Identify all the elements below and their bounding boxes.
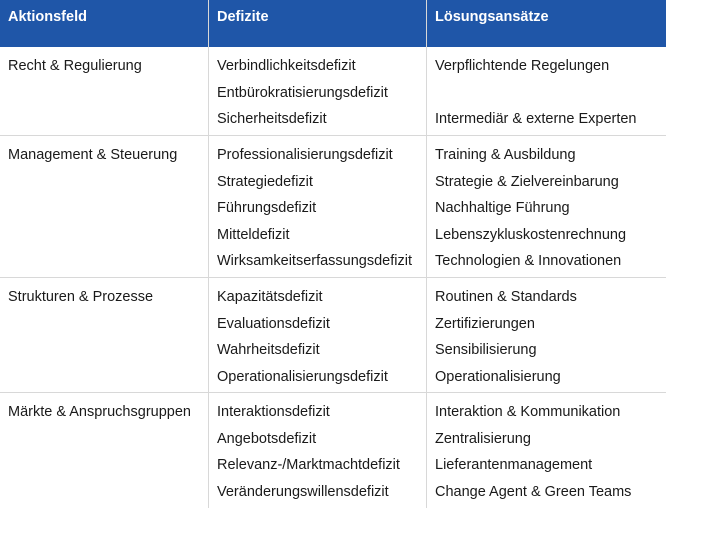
- deficit-item: Verbindlichkeitsdefizit: [217, 58, 356, 74]
- deficit-item: Mitteldefizit: [217, 226, 290, 243]
- header-aktionsfeld: Aktionsfeld: [8, 9, 87, 25]
- deficit-item: Kapazitätsdefizit: [217, 289, 323, 305]
- deficit-item: Operationalisierungsdefizit: [217, 368, 388, 385]
- deficit-item: Führungsdefizit: [217, 200, 317, 216]
- deficit-item: Sicherheitsdefizit: [217, 111, 327, 127]
- header-loesungsansaetze: Lösungsansätze: [426, 0, 666, 47]
- solution-item: Verpflichtende Regelungen: [435, 58, 610, 74]
- deficit-item: Wahrheitsdefizit: [217, 342, 320, 358]
- solution-item: Change Agent & Green Teams: [435, 483, 632, 500]
- deficit-item: Wirksamkeitserfassungsdefizit: [217, 253, 412, 269]
- solution-item: [435, 83, 666, 110]
- aktionsfeld-label: Recht & Regulierung: [8, 58, 142, 74]
- solution-item: Zentralisierung: [435, 430, 531, 447]
- solution-item: Interaktion & Kommunikation: [435, 404, 621, 420]
- deficit-item: Interaktionsdefizit: [217, 404, 330, 420]
- deficit-item: Entbürokratisierungsdefizit: [217, 84, 388, 101]
- deficit-item: Professionalisierungsdefizit: [217, 147, 393, 163]
- header-defizite: Defizite: [208, 0, 426, 47]
- table-group-strukturen: [0, 278, 666, 393]
- deficit-item: Veränderungswillensdefizit: [217, 483, 389, 500]
- solution-item: Nachhaltige Führung: [435, 200, 570, 216]
- solution-item: Zertifizierungen: [435, 315, 535, 332]
- aktionsfeld-label: Management & Steuerung: [8, 147, 178, 163]
- table-header: [0, 0, 666, 47]
- deficit-item: Evaluationsdefizit: [217, 315, 330, 332]
- solution-item: Training & Ausbildung: [435, 147, 576, 163]
- solution-item: Operationalisierung: [435, 368, 561, 385]
- deficit-item: Relevanz-/Marktmachtdefizit: [217, 457, 400, 473]
- aktionsfeld-label: Strukturen & Prozesse: [8, 289, 154, 305]
- solution-item: Sensibilisierung: [435, 342, 537, 358]
- solution-item: Strategie & Zielvereinbarung: [435, 173, 619, 190]
- solution-item: Lebenszykluskostenrechnung: [435, 226, 627, 243]
- deficit-item: Angebotsdefizit: [217, 430, 317, 447]
- table-group-maerkte: [0, 393, 666, 508]
- aktionsfeld-label: Märkte & Anspruchsgruppen: [8, 404, 191, 420]
- table-group-management: [0, 136, 666, 278]
- deficit-item: Strategiedefizit: [217, 173, 313, 190]
- solution-item: Intermediär & externe Experten: [435, 111, 637, 127]
- solution-item: Technologien & Innovationen: [435, 253, 622, 269]
- solution-item: Lieferantenmanagement: [435, 457, 593, 473]
- table-group-recht: [0, 47, 666, 136]
- solution-item: Routinen & Standards: [435, 289, 577, 305]
